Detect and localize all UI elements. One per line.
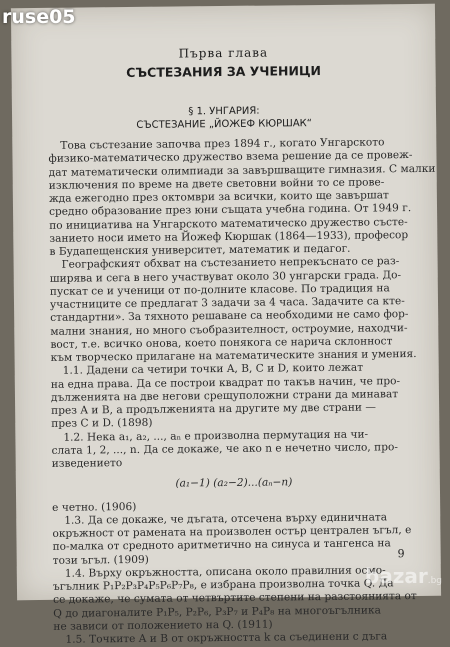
section-title-line1: § 1. УНГАРИЯ: <box>188 105 260 118</box>
text-line: изключения по време на двете световни войни то се прове- <box>48 176 385 192</box>
text-line: стандартни». За тяхното решаване са необходими не само фор- <box>50 308 409 325</box>
problem-1-2: 1.2. Нека a₁, a₂, ..., aₙ е произволна пермутация на чи- <box>63 428 369 444</box>
text-line: е четно. (1906) <box>52 500 137 514</box>
problem-1-5: 1.5. Точките A и B от окръжността k са съединени с дъга <box>65 630 388 646</box>
text-line: този ъгъл. (1909) <box>52 553 149 567</box>
problem-1-4: 1.4. Върху окръжността, описана около правилния осмо- <box>64 564 386 580</box>
text-line: на една права. Да се построи квадрат по такъв начин, че про- <box>50 374 401 391</box>
chapter-label: Първа глава <box>178 45 269 61</box>
text-line: мални знания, но много съобразителност, остроумие, находчи- <box>50 321 408 338</box>
text-line: участниците се предлагат 3 задачи за 4 часа. Задачите са кте- <box>49 295 405 311</box>
problem-1-3: 1.3. Да се докаже, че дъгата, отсечена върху единичната <box>64 511 388 527</box>
chapter-header <box>11 44 435 81</box>
text-line: средно образование през юни същата учебна година. От 1949 г. <box>48 202 412 219</box>
watermark-suffix: .bg <box>427 576 442 586</box>
text-line: към творческо прилагане на математическите знания и умения. <box>50 348 417 364</box>
book-page <box>11 4 441 646</box>
text-line: ъгълник P₁P₂P₃P₄P₅P₆P₇P₈, е избрана произволна точка Q. Да <box>52 577 394 593</box>
text-line: окръжност от рамената на произволен остър централен ъгъл, е <box>52 524 412 540</box>
text-line: пускат се и ученици от по-долните класове. По традиция на <box>49 282 390 298</box>
text-line: жда ежегодно през октомври за всички, които ще завършат <box>48 189 389 205</box>
ruse05-logo: ruse05 <box>2 6 76 28</box>
text-line: се докаже, че сумата от четвъртите степени на разстоянията от <box>53 590 417 607</box>
text-line: Q до диагоналите P₁P₅, P₂P₆, P₃P₇ и P₄P₈ на многоъгълника <box>53 603 381 620</box>
text-line: слата 1, 2, ..., n. Да се докаже, че ако n е нечетно число, про- <box>51 440 398 457</box>
text-line: по-малка от средното аритметично на синуса и тангенса на <box>52 537 391 554</box>
text-line: през C и D. (1898) <box>51 417 153 431</box>
problem-1-1: 1.1. Дадени са четири точки A, B, C и D, които лежат <box>62 361 364 377</box>
text-line: не зависи от положението на Q. (1911) <box>53 618 273 633</box>
text-line: ширява и сега в него участвуват около 30 унгарски града. До- <box>49 268 402 285</box>
text-line: по инициатива на Унгарското математическо дружество състе- <box>49 215 408 232</box>
text-line: през A и B, а продълженията на другите му две страни — <box>51 401 376 417</box>
section-title-line2: СЪСТЕЗАНИЕ „ЙОЖЕФ КЮРШАК“ <box>136 118 313 131</box>
text-line: изведението <box>51 457 123 470</box>
bazar-watermark <box>330 562 442 590</box>
text-line: дълженията на две негови срещуположни страни да минават <box>50 387 399 404</box>
text-line: физико-математическо дружество взема решение да се провеж- <box>48 149 413 166</box>
watermark-text: bazar <box>364 564 428 588</box>
text-line: вост, т.е. всичко онова, което понякога се нарича склонност <box>50 335 393 351</box>
chapter-title: СЪСТЕЗАНИЯ ЗА УЧЕНИЦИ <box>126 62 322 81</box>
text-line: дат математически олимпиади за завършващите гимназия. С малки <box>48 162 436 179</box>
section-heading <box>12 104 436 132</box>
page-number: 9 <box>397 547 405 561</box>
text-line: Това състезание започва през 1894 г., когато Унгарското <box>60 136 385 152</box>
formula: (a₁−1) (a₂−2)...(aₙ−n) <box>175 476 293 490</box>
text-line: в Будапещенския университет, математик и педагог. <box>49 242 351 258</box>
text-line: Географският обхват на състезанието непрекъснато се раз- <box>61 255 400 271</box>
text-line: занието носи името на Йожеф Кюршак (1864—1933), професор <box>49 228 409 245</box>
